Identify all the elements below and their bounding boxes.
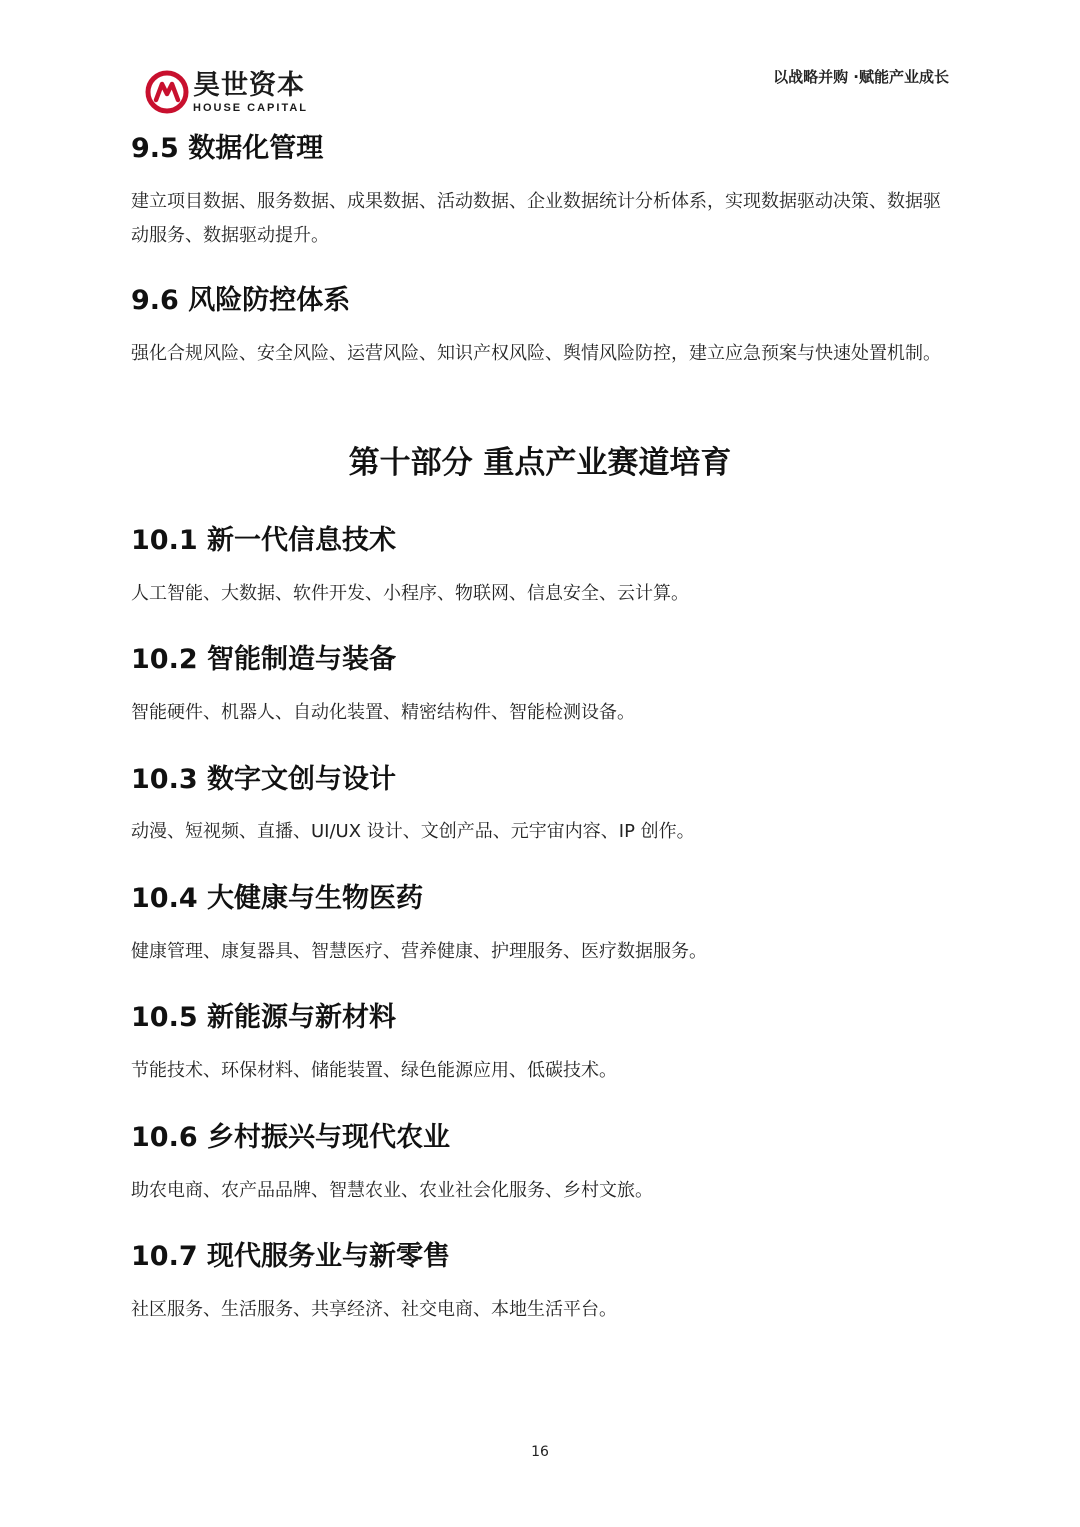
track-body-10-6: 助农电商、农产品品牌、智慧农业、农业社会化服务、乡村文旅。 bbox=[131, 1180, 653, 1201]
section-body-9-6: 强化合规风险、安全风险、运营风险、知识产权风险、舆情风险防控，建立应急预案与快速处置机制。 bbox=[131, 343, 941, 364]
logo-chinese-name: 昊世资本 bbox=[193, 70, 305, 101]
page-number: 16 bbox=[531, 1444, 549, 1460]
track-body-10-3: 动漫、短视频、直播、UI/UX 设计、文创产品、元宇宙内容、IP 创作。 bbox=[131, 821, 695, 842]
track-heading-10-5: 10.5 新能源与新材料 bbox=[131, 1002, 397, 1033]
section-body-9-5: 建立项目数据、服务数据、成果数据、活动数据、企业数据统计分析体系，实现数据驱动决策、数据驱动服务、数据驱动提升。 bbox=[131, 191, 941, 246]
section-heading-9-6: 9.6 风险防控体系 bbox=[131, 285, 351, 316]
track-body-10-7: 社区服务、生活服务、共享经济、社交电商、本地生活平台。 bbox=[131, 1299, 617, 1320]
logo-mark-icon bbox=[145, 70, 189, 114]
logo-english-name: HOUSE CAPITAL bbox=[193, 102, 309, 114]
section-heading-9-5: 9.5 数据化管理 bbox=[131, 133, 324, 164]
track-heading-10-3: 10.3 数字文创与设计 bbox=[131, 764, 397, 795]
header-tagline: 以战略并购 ·赋能产业成长 bbox=[773, 68, 949, 86]
part-title: 第十部分 重点产业赛道培育 bbox=[348, 445, 732, 481]
track-heading-10-6: 10.6 乡村振兴与现代农业 bbox=[131, 1122, 451, 1153]
company-logo bbox=[145, 70, 315, 120]
track-heading-10-7: 10.7 现代服务业与新零售 bbox=[131, 1241, 451, 1272]
track-heading-10-1: 10.1 新一代信息技术 bbox=[131, 525, 397, 556]
track-heading-10-2: 10.2 智能制造与装备 bbox=[131, 644, 397, 675]
track-body-10-1: 人工智能、大数据、软件开发、小程序、物联网、信息安全、云计算。 bbox=[131, 583, 689, 604]
track-body-10-2: 智能硬件、机器人、自动化装置、精密结构件、智能检测设备。 bbox=[131, 702, 635, 723]
track-body-10-5: 节能技术、环保材料、储能装置、绿色能源应用、低碳技术。 bbox=[131, 1060, 617, 1081]
track-body-10-4: 健康管理、康复器具、智慧医疗、营养健康、护理服务、医疗数据服务。 bbox=[131, 941, 707, 962]
track-heading-10-4: 10.4 大健康与生物医药 bbox=[131, 883, 424, 914]
